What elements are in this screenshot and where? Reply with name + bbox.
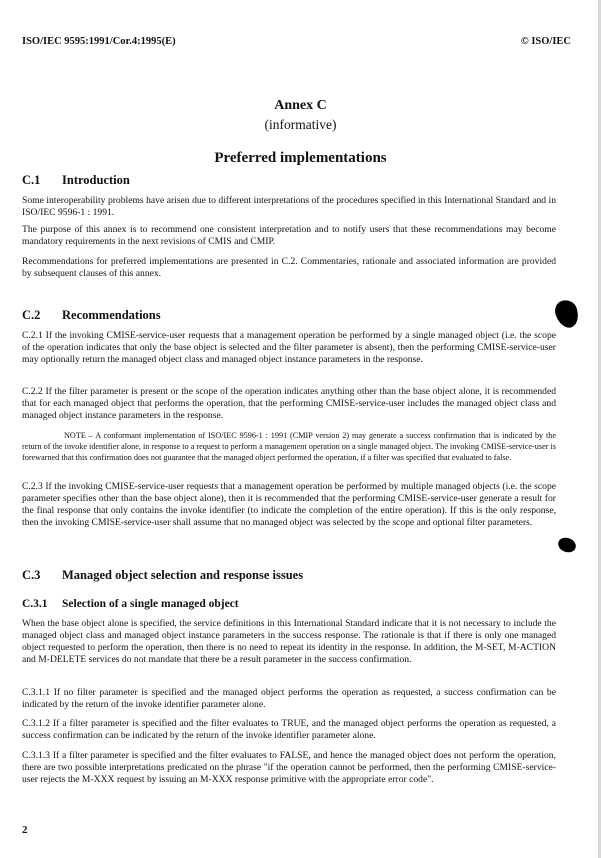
section-heading-c3 (22, 568, 303, 583)
document-id: ISO/IEC 9595:1991/Cor.4:1995(E) (22, 36, 176, 47)
paragraph: The purpose of this annex is to recommend one consistent interpretation and to notify users that these recommendations may become mandatory requirements in the next revisions of CMIS and CMIP. (22, 224, 556, 248)
clause-c3-1-3 (22, 750, 556, 786)
note: NOTE – A conformant implementation of ISO/IEC 9596-1 : 1991 (CMIP version 2) may generate a success confirmation that is indicated by the return of the invoke identifier alone, in response to a request to perform a management operation on a single managed object. The invoking CMISE-service-user is forewarned that this confirmation does not guarantee that the managed object performed the operation, if a filter was specified that evaluated to false. (22, 431, 556, 462)
clause-text: If the invoking CMISE-service-user requests that a management operation be performed by a single managed object (i.e. the scope of the operation indicates that only the base object is selected and the filter parameter is absent), then the performing CMISE-service-user may optionally return the managed object class and managed object instance parameters in the response. (22, 330, 556, 366)
section-number: C.1 (22, 173, 41, 187)
clause-number: C.2.1 (22, 330, 43, 341)
section-number: C.3 (22, 568, 41, 582)
clause-text: If a filter parameter is specified and the filter evaluates to TRUE, and the managed object performs the operation as requested, a success confirmation can be indicated by the return of the invoke identifier parameter alone. (22, 718, 556, 742)
section-number: C.2 (22, 308, 41, 322)
clause-text: If the invoking CMISE-service-user requests that a management operation be performed by multiple managed objects (i.e. the scope parameter specifies other than the base object alone), then it is recommended that the performing CMISE-service-user generate a result for the final response that only contains the invoke identifier (to indicate the completion of the entire operation). If this is the only response, then the invoking CMISE-service-user shall assume that no managed object was selected by the scope and optional filter parameters. (22, 481, 556, 529)
ink-blot-mark (552, 297, 582, 330)
clause-number: C.2.2 (22, 386, 43, 397)
clause-c2-3 (22, 481, 556, 529)
section-title: Introduction (62, 173, 130, 187)
ink-blot-mark (556, 535, 578, 554)
page-title: Preferred implementations (214, 150, 387, 166)
paragraph: Some interoperability problems have arisen due to different interpretations of the procedures specified in this International Standard and in ISO/IEC 9596-1 : 1991. (22, 195, 556, 219)
section-heading-c2 (22, 308, 161, 323)
page-number: 2 (22, 824, 28, 836)
clause-number: C.3.1.2 (22, 718, 50, 729)
clause-c2-2 (22, 386, 556, 422)
clause-text: If no filter parameter is specified and the managed object performs the operation as requested, a success confirmation can be indicated by the return of the invoke identifier parameter alone. (22, 687, 556, 711)
clause-number: C.2.3 (22, 481, 43, 492)
annex-subtitle: (informative) (264, 117, 337, 132)
subsection-number: C.3.1 (22, 598, 48, 610)
annex-title: Annex C (274, 98, 327, 113)
clause-number: C.3.1.1 (22, 687, 50, 698)
paragraph: When the base object alone is specified, the service definitions in this International Standard indicate that it is not necessary to include the managed object class and managed object instance parameters in the success response. The rationale is that if there is only one managed object requested to perform the operation, then there is no need to repeat its identity in the response. In addition, the M-SET, M-ACTION and M-DELETE services do not mandate that there be a result parameter in the success confirmation. (22, 618, 556, 666)
clause-c2-1 (22, 330, 556, 366)
paragraph: Recommendations for preferred implementations are presented in C.2. Commentaries, rationale and associated information are provided by subsequent clauses of this annex. (22, 256, 556, 280)
section-heading-c1 (22, 173, 130, 188)
section-title: Managed object selection and response issues (62, 568, 304, 582)
copyright-notice: © ISO/IEC (520, 36, 571, 47)
clause-text: If the filter parameter is present or the scope of the operation indicates anything other than the base object alone, it is recommended that for each managed object that performs the operation, that the performing CMISE-service-user includes the managed object class and managed object instance parameters in the response. (22, 386, 556, 422)
clause-number: C.3.1.3 (22, 750, 50, 761)
subsection-heading-c3-1 (22, 598, 239, 610)
subsection-title: Selection of a single managed object (62, 598, 239, 610)
clause-c3-1-1 (22, 687, 556, 711)
section-title: Recommendations (62, 308, 161, 322)
clause-text: If a filter parameter is specified and the filter evaluates to FALSE, and hence the managed object does not perform the operation, there are two possible interpretations predicated on the phrase "if the operation cannot be performed, then the performing CMISE-service-user rejects the M-XXX request by issuing an M-XXX response primitive with the appropriate error code". (22, 750, 556, 786)
clause-c3-1-2 (22, 718, 556, 742)
